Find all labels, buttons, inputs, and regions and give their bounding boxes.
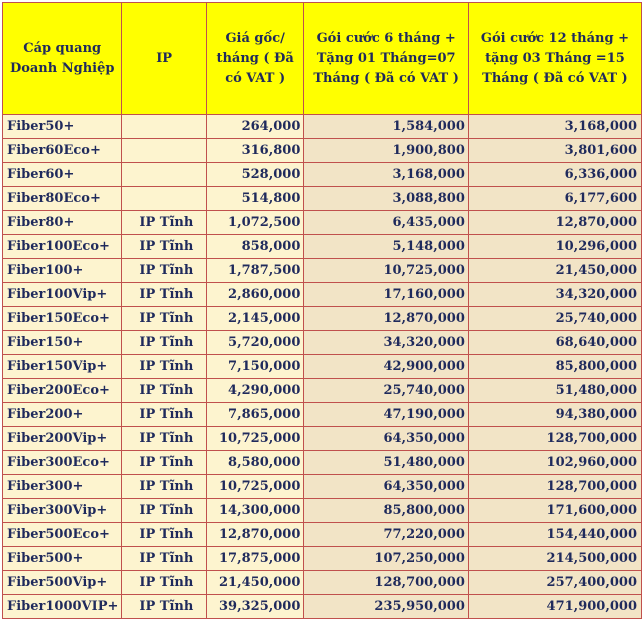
- price-6-months-cell: 51,480,000: [304, 451, 468, 475]
- base-price-cell: 7,865,000: [206, 403, 304, 427]
- ip-cell: IP Tĩnh: [122, 523, 206, 547]
- ip-cell: [122, 187, 206, 211]
- package-cell: Fiber300Eco+: [3, 451, 122, 475]
- base-price-cell: 528,000: [206, 163, 304, 187]
- price-12-months-cell: 21,450,000: [468, 259, 641, 283]
- package-cell: Fiber50+: [3, 115, 122, 139]
- price-6-months-cell: 1,584,000: [304, 115, 468, 139]
- table-row: [3, 115, 642, 139]
- price-table: [2, 2, 642, 619]
- price-12-months-cell: 471,900,000: [468, 595, 641, 619]
- package-cell: Fiber1000VIP+: [3, 595, 122, 619]
- table-row: [3, 331, 642, 355]
- package-cell: Fiber80+: [3, 211, 122, 235]
- price-6-months-cell: 34,320,000: [304, 331, 468, 355]
- package-cell: Fiber100+: [3, 259, 122, 283]
- price-6-months-cell: 17,160,000: [304, 283, 468, 307]
- base-price-cell: 1,787,500: [206, 259, 304, 283]
- ip-cell: IP Tĩnh: [122, 427, 206, 451]
- price-6-months-cell: 128,700,000: [304, 571, 468, 595]
- package-cell: Fiber500Vip+: [3, 571, 122, 595]
- package-cell: Fiber500Eco+: [3, 523, 122, 547]
- package-cell: Fiber200Vip+: [3, 427, 122, 451]
- header-package: Cáp quang Doanh Nghiệp: [3, 3, 122, 115]
- package-cell: Fiber300+: [3, 475, 122, 499]
- ip-cell: IP Tĩnh: [122, 259, 206, 283]
- price-6-months-cell: 64,350,000: [304, 475, 468, 499]
- base-price-cell: 264,000: [206, 115, 304, 139]
- table-row: [3, 403, 642, 427]
- table-body: [3, 115, 642, 619]
- price-12-months-cell: 6,336,000: [468, 163, 641, 187]
- price-12-months-cell: 10,296,000: [468, 235, 641, 259]
- table-row: [3, 523, 642, 547]
- base-price-cell: 5,720,000: [206, 331, 304, 355]
- base-price-cell: 2,860,000: [206, 283, 304, 307]
- price-6-months-cell: 85,800,000: [304, 499, 468, 523]
- table-row: [3, 595, 642, 619]
- price-12-months-cell: 85,800,000: [468, 355, 641, 379]
- price-12-months-cell: 51,480,000: [468, 379, 641, 403]
- table-row: [3, 379, 642, 403]
- ip-cell: IP Tĩnh: [122, 475, 206, 499]
- table-row: [3, 427, 642, 451]
- price-6-months-cell: 47,190,000: [304, 403, 468, 427]
- base-price-cell: 17,875,000: [206, 547, 304, 571]
- ip-cell: [122, 139, 206, 163]
- base-price-cell: 14,300,000: [206, 499, 304, 523]
- ip-cell: IP Tĩnh: [122, 547, 206, 571]
- price-12-months-cell: 34,320,000: [468, 283, 641, 307]
- ip-cell: IP Tĩnh: [122, 211, 206, 235]
- base-price-cell: 514,800: [206, 187, 304, 211]
- ip-cell: IP Tĩnh: [122, 235, 206, 259]
- price-12-months-cell: 128,700,000: [468, 475, 641, 499]
- ip-cell: IP Tĩnh: [122, 499, 206, 523]
- price-6-months-cell: 77,220,000: [304, 523, 468, 547]
- table-row: [3, 571, 642, 595]
- ip-cell: IP Tĩnh: [122, 355, 206, 379]
- price-6-months-cell: 25,740,000: [304, 379, 468, 403]
- ip-cell: IP Tĩnh: [122, 283, 206, 307]
- price-12-months-cell: 171,600,000: [468, 499, 641, 523]
- ip-cell: IP Tĩnh: [122, 307, 206, 331]
- ip-cell: IP Tĩnh: [122, 595, 206, 619]
- price-12-months-cell: 3,168,000: [468, 115, 641, 139]
- base-price-cell: 316,800: [206, 139, 304, 163]
- base-price-cell: 858,000: [206, 235, 304, 259]
- price-6-months-cell: 3,168,000: [304, 163, 468, 187]
- package-cell: Fiber80Eco+: [3, 187, 122, 211]
- package-cell: Fiber100Eco+: [3, 235, 122, 259]
- ip-cell: IP Tĩnh: [122, 379, 206, 403]
- package-cell: Fiber150Vip+: [3, 355, 122, 379]
- ip-cell: IP Tĩnh: [122, 403, 206, 427]
- package-cell: Fiber500+: [3, 547, 122, 571]
- ip-cell: [122, 163, 206, 187]
- table-row: [3, 283, 642, 307]
- package-cell: Fiber60Eco+: [3, 139, 122, 163]
- price-12-months-cell: 94,380,000: [468, 403, 641, 427]
- base-price-cell: 8,580,000: [206, 451, 304, 475]
- package-cell: Fiber300Vip+: [3, 499, 122, 523]
- table-row: [3, 475, 642, 499]
- price-6-months-cell: 6,435,000: [304, 211, 468, 235]
- ip-cell: [122, 115, 206, 139]
- table-row: [3, 235, 642, 259]
- base-price-cell: 21,450,000: [206, 571, 304, 595]
- table-row: [3, 451, 642, 475]
- ip-cell: IP Tĩnh: [122, 571, 206, 595]
- package-cell: Fiber150Eco+: [3, 307, 122, 331]
- table-row: [3, 499, 642, 523]
- base-price-cell: 2,145,000: [206, 307, 304, 331]
- header-base-price: Giá gốc/ tháng ( Đã có VAT ): [206, 3, 304, 115]
- price-12-months-cell: 214,500,000: [468, 547, 641, 571]
- price-12-months-cell: 12,870,000: [468, 211, 641, 235]
- price-12-months-cell: 6,177,600: [468, 187, 641, 211]
- price-12-months-cell: 68,640,000: [468, 331, 641, 355]
- base-price-cell: 12,870,000: [206, 523, 304, 547]
- base-price-cell: 10,725,000: [206, 475, 304, 499]
- price-12-months-cell: 102,960,000: [468, 451, 641, 475]
- package-cell: Fiber100Vip+: [3, 283, 122, 307]
- price-6-months-cell: 42,900,000: [304, 355, 468, 379]
- price-12-months-cell: 3,801,600: [468, 139, 641, 163]
- ip-cell: IP Tĩnh: [122, 451, 206, 475]
- price-6-months-cell: 1,900,800: [304, 139, 468, 163]
- price-6-months-cell: 64,350,000: [304, 427, 468, 451]
- base-price-cell: 1,072,500: [206, 211, 304, 235]
- price-6-months-cell: 3,088,800: [304, 187, 468, 211]
- price-6-months-cell: 235,950,000: [304, 595, 468, 619]
- package-cell: Fiber60+: [3, 163, 122, 187]
- table-row: [3, 187, 642, 211]
- price-6-months-cell: 107,250,000: [304, 547, 468, 571]
- base-price-cell: 39,325,000: [206, 595, 304, 619]
- header-6-months: Gói cước 6 tháng + Tặng 01 Tháng=07 Tháng ( Đã có VAT ): [304, 3, 468, 115]
- table-row: [3, 211, 642, 235]
- package-cell: Fiber200Eco+: [3, 379, 122, 403]
- table-row: [3, 307, 642, 331]
- table-row: [3, 163, 642, 187]
- price-12-months-cell: 25,740,000: [468, 307, 641, 331]
- base-price-cell: 7,150,000: [206, 355, 304, 379]
- price-12-months-cell: 154,440,000: [468, 523, 641, 547]
- header-ip: IP: [122, 3, 206, 115]
- ip-cell: IP Tĩnh: [122, 331, 206, 355]
- table-row: [3, 139, 642, 163]
- header-row: [3, 3, 642, 115]
- package-cell: Fiber150+: [3, 331, 122, 355]
- table-row: [3, 547, 642, 571]
- base-price-cell: 10,725,000: [206, 427, 304, 451]
- price-12-months-cell: 257,400,000: [468, 571, 641, 595]
- price-6-months-cell: 5,148,000: [304, 235, 468, 259]
- price-12-months-cell: 128,700,000: [468, 427, 641, 451]
- price-6-months-cell: 12,870,000: [304, 307, 468, 331]
- package-cell: Fiber200+: [3, 403, 122, 427]
- base-price-cell: 4,290,000: [206, 379, 304, 403]
- header-12-months: Gói cước 12 tháng + tặng 03 Tháng =15 Tháng ( Đã có VAT ): [468, 3, 641, 115]
- price-6-months-cell: 10,725,000: [304, 259, 468, 283]
- table-row: [3, 355, 642, 379]
- table-row: [3, 259, 642, 283]
